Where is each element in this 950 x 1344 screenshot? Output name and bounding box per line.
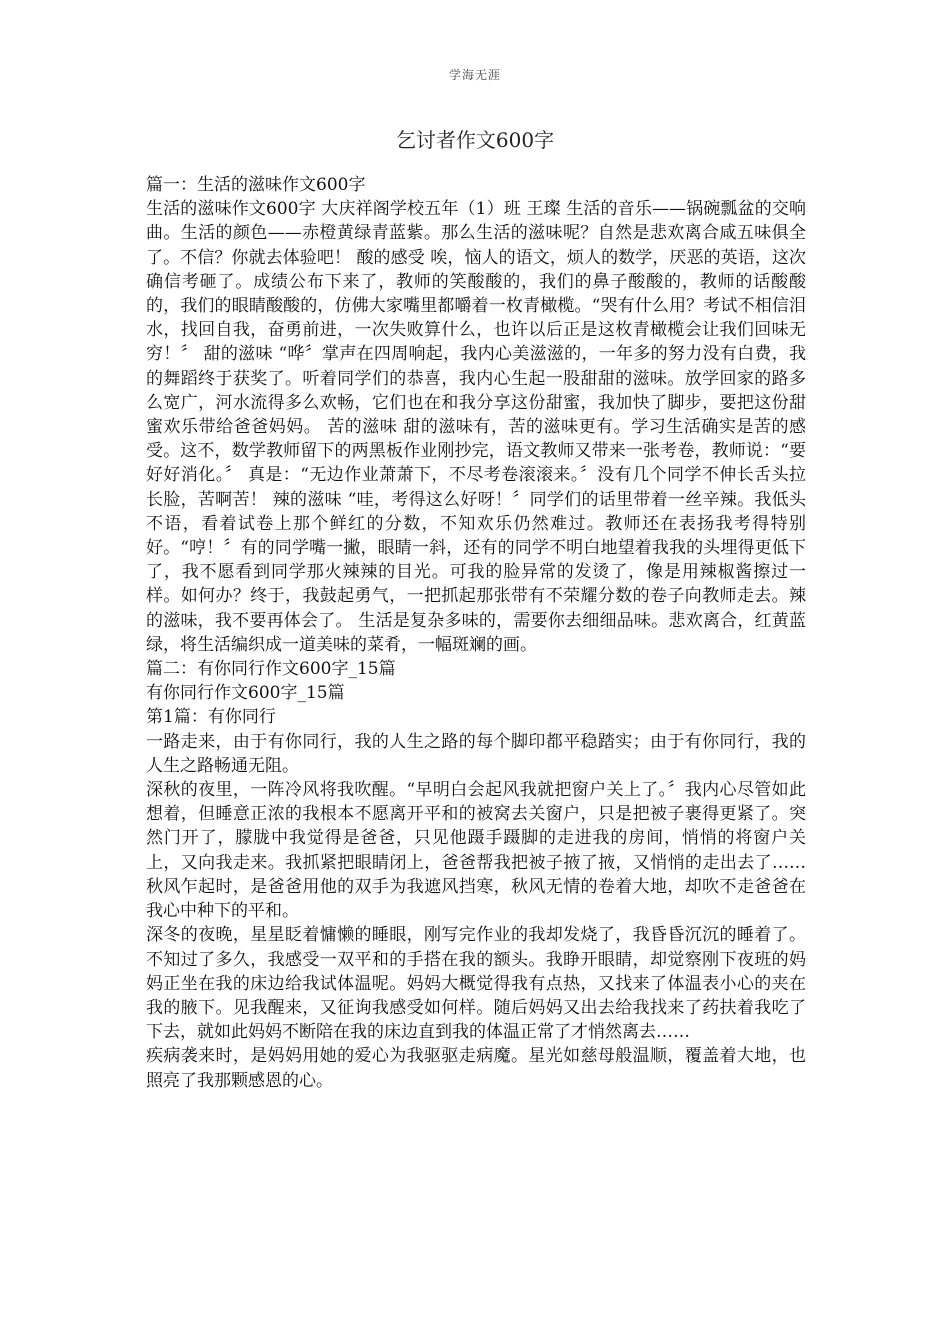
document-title: 乞讨者作文600字 [395, 128, 555, 152]
section-heading-2: 篇二：有你同行作文600字_15篇 [146, 659, 396, 680]
paragraph: 疾病袭来时，是妈妈用她的爱心为我驱驱走病魔。星光如慈母般温顺，覆盖着大地，也照亮了我那颗感恩的心。 [146, 1046, 806, 1091]
paragraph: 一路走来，由于有你同行，我的人生之路的每个脚印都平稳踏实；由于有你同行，我的人生之路畅通无阻。 [146, 731, 806, 776]
subheading: 第1篇：有你同行 [146, 707, 276, 728]
page-header: 学海无涯 [448, 68, 501, 82]
paragraph: 深秋的夜里，一阵冷风将我吹醒。“早明白会起风我就把窗户关上了。〞我内心尽管如此想着，但睡意正浓的我根本不愿离开平和的被窝去关窗户，只是把被子裹得更紧了。突然门开了，朦胧中我觉得是爸爸，只见他蹑手蹑脚的走进我的房间，悄悄的将窗户关上，又向我走来。我抓紧把眼睛闭上，爸爸帮我把被子掖了掖，又悄悄的走出去了…… 秋风乍起时，是爸爸用他的双手为我遮风挡寒，秋风无情的卷着大地，却吹不走爸爸在我心中种下的平和。 [146, 780, 806, 922]
section-heading-1: 篇一：生活的滋味作文600字 [146, 175, 366, 195]
paragraph: 深冬的夜晚，星星眨着慵懒的睡眼，刚写完作业的我却发烧了，我昏昏沉沉的睡着了。不知过了多久，我感受一双平和的手搭在我的额头。我睁开眼睛，却觉察刚下夜班的妈妈正坐在我的床边给我试体温呢。妈妈大概觉得我有点热，又找来了体温表小心的夹在我的腋下。见我醒来，又征询我感受如何样。随后妈妈又出去给我找来了药扶着我吃了下去，就如此妈妈不断陪在我的床边直到我的体温正常了才悄然离去…… [146, 925, 806, 1043]
subheading: 有你同行作文600字_15篇 [146, 683, 345, 704]
paragraph: 生活的滋味作文600字 大庆祥阁学校五年（1）班 王璨 生活的音乐——锅碗瓢盆的交响曲。生活的颜色——赤橙黄绿青蓝紫。那么生活的滋味呢？自然是悲欢离合咸五味俱全了。不信？你就去体验吧！ 酸的感受 唉，恼人的语文，烦人的数学，厌恶的英语，这次确信考砸了。成绩公布下来了，教师的笑酸酸的，我们的鼻子酸酸的，教师的话酸酸的，我们的眼睛酸酸的，仿佛大家嘴里都嚼着一枚青橄榄。“哭有什么用？考试不相信泪水，找回自我，奋勇前进，一次失败算什么，也许以后正是这枚青橄榄会让我们回味无穷！〞 甜的滋味 “哗〞掌声在四周响起，我内心美滋滋的，一年多的努力没有白费，我的舞蹈终于获奖了。听着同学们的恭喜，我内心生起一股甜甜的滋味。放学回家的路多么宽广，河水流得多么欢畅，它们也在和我分享这份甜蜜，我加快了脚步，要把这份甜蜜欢乐带给爸爸妈妈。 苦的滋味 甜的滋味有，苦的滋味更有。学习生活确实是苦的感受。这不，数学教师留下的两黑板作业刚抄完，语文教师又带来一张考卷，教师说：“要好好消化。〞 真是：“无边作业萧萧下，不尽考卷滚滚来。〞没有几个同学不伸长舌头拉长脸，苦啊苦！ 辣的滋味 “哇，考得这么好呀！〞同学们的话里带着一丝辛辣。我低头不语，看着试卷上那个鲜红的分数，不知欢乐仍然难过。教师还在表扬我考得特别好。“哼！〞有的同学嘴一撇，眼睛一斜，还有的同学不明白地望着我我的头埋得更低下了，我不愿看到同学那火辣辣的目光。可我的脸异常的发烫了，像是用辣椒酱擦过一样。如何办？终于，我鼓起勇气，一把抓起那张带有不荣耀分数的卷子向教师走去。辣的滋味，我不要再体会了。 生活是复杂多味的，需要你去细细品味。悲欢离合，红黄蓝绿，将生活编织成一道美味的菜肴，一幅斑斓的画。 [146, 199, 806, 655]
document-body [146, 173, 806, 1093]
